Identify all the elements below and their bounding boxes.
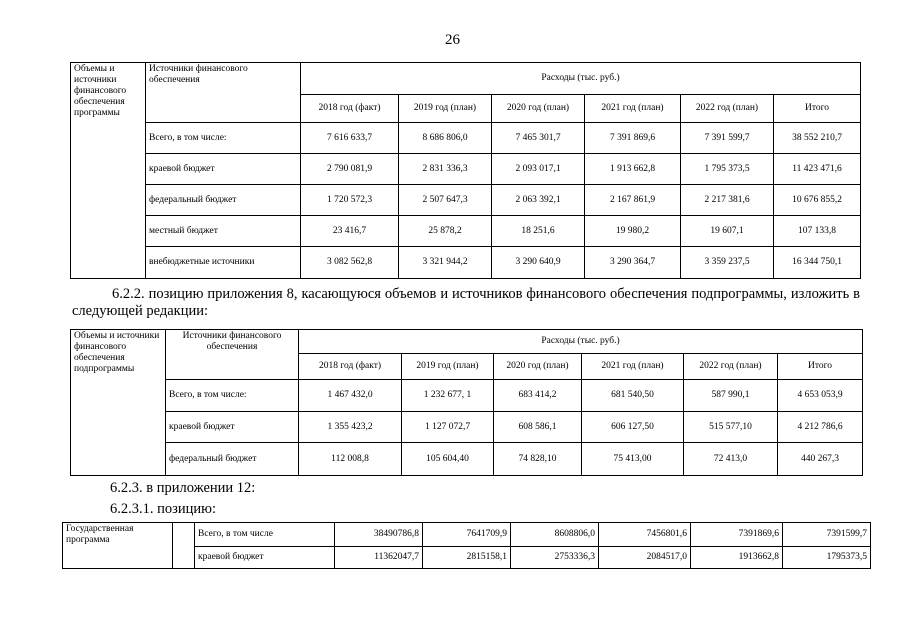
table1-cell: 7 391 869,6: [585, 123, 681, 154]
table3-cell: 2084517,0: [599, 547, 691, 569]
table3-row-label: краевой бюджет: [195, 547, 335, 569]
table2-year-header: 2022 год (план): [684, 354, 778, 380]
table2-cell: 608 586,1: [494, 412, 582, 443]
table3-cell: 7456801,6: [599, 523, 691, 547]
table2-cell: 105 604,40: [402, 443, 494, 476]
table3-cell: 2753336,3: [511, 547, 599, 569]
table2-year-header: 2021 год (план): [582, 354, 684, 380]
table2-cell: 587 990,1: [684, 380, 778, 412]
table2-sources-header: Источники финансового обеспечения: [166, 330, 299, 380]
table1-cell: 3 082 562,8: [301, 247, 399, 279]
table1-cell: 2 831 336,3: [399, 154, 492, 185]
table1-row-label: краевой бюджет: [146, 154, 301, 185]
page-number: 26: [445, 32, 460, 48]
table1-title-cell: Объемы и источники финансового обеспечения программы: [71, 63, 146, 279]
table2-cell: 112 008,8: [299, 443, 402, 476]
table3-row-label: Всего, в том числе: [195, 523, 335, 547]
table3-cell: 2815158,1: [423, 547, 511, 569]
subprogram-financing-table: [70, 329, 863, 476]
table2-cell: 1 467 432,0: [299, 380, 402, 412]
table1-cell: 18 251,6: [492, 216, 585, 247]
table1-cell: 3 290 364,7: [585, 247, 681, 279]
table1-sources-header: Источники финансового обеспечения: [146, 63, 301, 123]
table2-cell: 74 828,10: [494, 443, 582, 476]
table1-cell: 19 607,1: [681, 216, 774, 247]
table2-cell: 1 232 677, 1: [402, 380, 494, 412]
program-financing-table: [70, 62, 861, 279]
table3-cell: 7391599,7: [783, 523, 871, 547]
table2-cell: 4 212 786,6: [778, 412, 863, 443]
table2-expenses-header: Расходы (тыс. руб.): [299, 330, 863, 354]
table1-cell: 25 878,2: [399, 216, 492, 247]
table1-row-label: Всего, в том числе:: [146, 123, 301, 154]
table1-cell: 10 676 855,2: [774, 185, 861, 216]
table2-cell: 683 414,2: [494, 380, 582, 412]
state-program-table: [62, 522, 871, 569]
table1-year-header: 2022 год (план): [681, 95, 774, 123]
table1-cell: 7 391 599,7: [681, 123, 774, 154]
table2-total-header: Итого: [778, 354, 863, 380]
table1-cell: 3 359 237,5: [681, 247, 774, 279]
table1-year-header: 2020 год (план): [492, 95, 585, 123]
table2-cell: 606 127,50: [582, 412, 684, 443]
table2-row-label: краевой бюджет: [166, 412, 299, 443]
table1-cell: 2 217 381,6: [681, 185, 774, 216]
table3-cell: 11362047,7: [335, 547, 423, 569]
table2-cell: 440 267,3: [778, 443, 863, 476]
table1-cell: 8 686 806,0: [399, 123, 492, 154]
table2-year-header: 2019 год (план): [402, 354, 494, 380]
table3-cell: 8608806,0: [511, 523, 599, 547]
table2-cell: 515 577,10: [684, 412, 778, 443]
table1-total-header: Итого: [774, 95, 861, 123]
table1-cell: 107 133,8: [774, 216, 861, 247]
table1-year-header: 2019 год (план): [399, 95, 492, 123]
table1-cell: 3 290 640,9: [492, 247, 585, 279]
table1-cell: 2 093 017,1: [492, 154, 585, 185]
table2-title-cell: Объемы и источники финансового обеспечения подпрограммы: [71, 330, 166, 476]
table3-cell: 7391869,6: [691, 523, 783, 547]
table1-cell: 23 416,7: [301, 216, 399, 247]
table1-row-label: местный бюджет: [146, 216, 301, 247]
paragraph-6-2-2: 6.2.2. позицию приложения 8, касающуюся объемов и источников финансового обеспечения подпрограммы, изложить в следующей редакции:: [72, 286, 860, 320]
table1-row-label: внебюджетные источники: [146, 247, 301, 279]
table2-row-label: Всего, в том числе:: [166, 380, 299, 412]
table2-year-header: 2018 год (факт): [299, 354, 402, 380]
table3-cell: 38490786,8: [335, 523, 423, 547]
table3-cell: 1913662,8: [691, 547, 783, 569]
paragraph-6-2-3: 6.2.3. в приложении 12:: [110, 480, 256, 496]
table1-cell: 1 720 572,3: [301, 185, 399, 216]
table1-year-header: 2021 год (план): [585, 95, 681, 123]
table1-year-header: 2018 год (факт): [301, 95, 399, 123]
table1-cell: 1 795 373,5: [681, 154, 774, 185]
table2-cell: 681 540,50: [582, 380, 684, 412]
table1-cell: 16 344 750,1: [774, 247, 861, 279]
table1-cell: 2 790 081,9: [301, 154, 399, 185]
table1-cell: 2 167 861,9: [585, 185, 681, 216]
table2-cell: 1 127 072,7: [402, 412, 494, 443]
table1-cell: 1 913 662,8: [585, 154, 681, 185]
table2-row-label: федеральный бюджет: [166, 443, 299, 476]
table1-cell: 7 616 633,7: [301, 123, 399, 154]
paragraph-6-2-3-1: 6.2.3.1. позицию:: [110, 501, 217, 517]
table1-cell: 38 552 210,7: [774, 123, 861, 154]
table2-year-header: 2020 год (план): [494, 354, 582, 380]
table2-cell: 1 355 423,2: [299, 412, 402, 443]
table3-cell: 7641709,9: [423, 523, 511, 547]
table1-row-label: федеральный бюджет: [146, 185, 301, 216]
table2-cell: 72 413,0: [684, 443, 778, 476]
table3-blank-cell: [173, 523, 195, 569]
table1-cell: 19 980,2: [585, 216, 681, 247]
table3-title-cell: Государственная программа: [63, 523, 173, 569]
table3-cell: 1795373,5: [783, 547, 871, 569]
table2-cell: 75 413,00: [582, 443, 684, 476]
table1-cell: 2 063 392,1: [492, 185, 585, 216]
table1-cell: 3 321 944,2: [399, 247, 492, 279]
table2-cell: 4 653 053,9: [778, 380, 863, 412]
table1-cell: 11 423 471,6: [774, 154, 861, 185]
table1-expenses-header: Расходы (тыс. руб.): [301, 63, 861, 95]
table1-cell: 2 507 647,3: [399, 185, 492, 216]
table1-cell: 7 465 301,7: [492, 123, 585, 154]
